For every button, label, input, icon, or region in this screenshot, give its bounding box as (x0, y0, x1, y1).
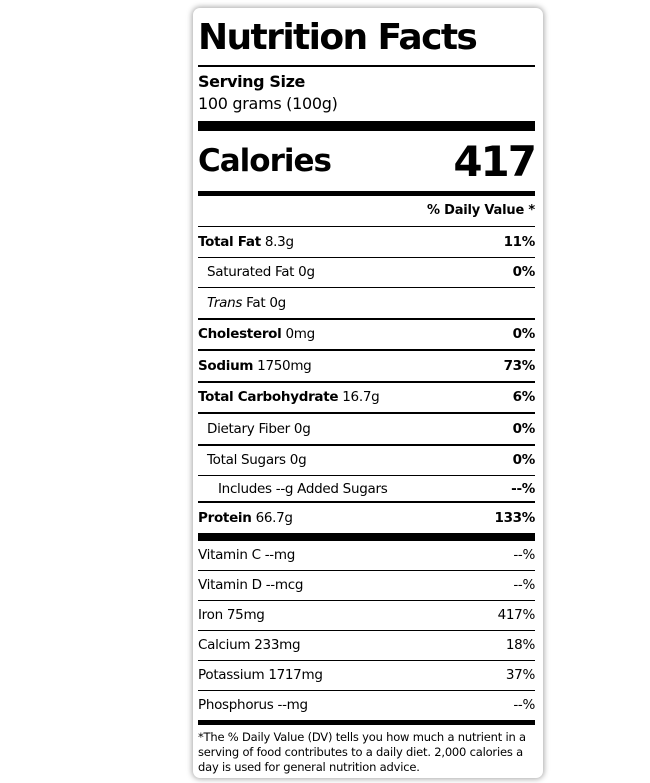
nutrient-name: Total Carbohydrate (198, 389, 339, 406)
nutrient-amount: 0g (269, 294, 286, 311)
vitamin-name: Vitamin D (198, 577, 262, 593)
vitamin-name: Iron (198, 607, 223, 623)
nutrient-row-total-fat (198, 227, 535, 257)
nutrient-row-protein (198, 501, 535, 533)
calories-row (198, 131, 535, 191)
nutrient-dv: --% (511, 480, 535, 497)
nutrient-amount: 0g (293, 420, 311, 437)
calories-label: Calories (198, 143, 331, 179)
nutrient-dv: 0% (512, 264, 535, 281)
vitamin-dv: --% (513, 547, 535, 563)
vitamin-amount: 233mg (254, 637, 301, 653)
vitamin-amount: --mcg (265, 577, 304, 593)
thick-divider (198, 533, 535, 541)
nutrient-amount: 0g (298, 264, 315, 281)
nutrition-facts-label (193, 8, 543, 778)
vitamin-dv: 417% (497, 607, 535, 623)
nutrient-dv: 11% (503, 233, 535, 250)
nutrient-name: Includes --g Added Sugars (218, 480, 388, 497)
nutrient-name: Sodium (198, 357, 254, 374)
vitamin-dv: 18% (505, 637, 535, 653)
serving-size-value: 100 grams (100g) (198, 94, 338, 113)
nutrient-dv: 0% (512, 326, 535, 343)
nutrient-name: Total Fat (198, 233, 261, 250)
vitamin-name: Vitamin C (198, 547, 261, 563)
nutrient-amount: 0g (289, 452, 307, 469)
nutrient-row-total-sugars (198, 444, 535, 476)
nutrient-amount: 1750mg (257, 357, 312, 374)
nutrient-row-saturated-fat (198, 257, 535, 288)
vitamin-row-potassium (198, 661, 535, 691)
vitamin-amount: --mg (264, 547, 295, 563)
nutrient-name: Cholesterol (198, 326, 282, 343)
vitamin-amount: --mg (277, 697, 308, 713)
nutrient-row-added-sugars (198, 475, 535, 501)
nutrient-name: Protein (198, 509, 252, 526)
nutrient-name-suffix: Fat (246, 294, 266, 311)
nutrient-name: Trans (207, 294, 243, 311)
nutrient-row-trans-fat (198, 287, 535, 318)
vitamin-row-phosphorus (198, 691, 535, 720)
nutrient-amount: 66.7g (255, 509, 293, 526)
vitamin-amount: 75mg (226, 607, 265, 623)
nutrient-amount: 16.7g (342, 389, 380, 406)
nutrient-dv: 0% (512, 452, 535, 469)
nutrient-dv: 133% (494, 509, 535, 526)
vitamin-dv: --% (513, 697, 535, 713)
nutrient-dv: 73% (503, 357, 535, 374)
nutrient-amount: 8.3g (264, 233, 294, 250)
vitamin-row-vitamin-c (198, 541, 535, 571)
label-title: Nutrition Facts (198, 17, 477, 58)
footnote: *The % Daily Value (DV) tells you how much a nutrient in a serving of food contributes to a daily diet. 2,000 calories a day is used for general nutrition advice. (198, 729, 526, 774)
nutrient-row-cholesterol (198, 318, 535, 350)
nutrient-dv: 0% (512, 420, 535, 437)
vitamin-row-vitamin-d (198, 571, 535, 601)
nutrient-row-total-carbohydrate (198, 381, 535, 413)
nutrient-amount: 0mg (285, 326, 315, 343)
vitamin-row-iron (198, 601, 535, 631)
vitamin-name: Phosphorus (198, 697, 274, 713)
thick-divider (198, 121, 535, 131)
vitamin-amount: 1717mg (268, 667, 323, 683)
nutrient-row-sodium (198, 349, 535, 381)
nutrient-row-dietary-fiber (198, 412, 535, 444)
vitamin-dv: --% (513, 577, 535, 593)
vitamin-name: Potassium (198, 667, 265, 683)
vitamin-dv: 37% (505, 667, 535, 683)
serving-size-label: Serving Size (198, 72, 305, 91)
calories-value: 417 (453, 136, 535, 186)
vitamin-name: Calcium (198, 637, 251, 653)
divider (198, 65, 535, 67)
nutrient-dv: 6% (512, 389, 535, 406)
daily-value-header: % Daily Value * (198, 196, 535, 227)
nutrient-name: Total Sugars (207, 452, 286, 469)
medium-divider (198, 720, 535, 725)
nutrient-name: Dietary Fiber (207, 420, 290, 437)
vitamin-row-calcium (198, 631, 535, 661)
nutrient-name: Saturated Fat (207, 264, 295, 281)
